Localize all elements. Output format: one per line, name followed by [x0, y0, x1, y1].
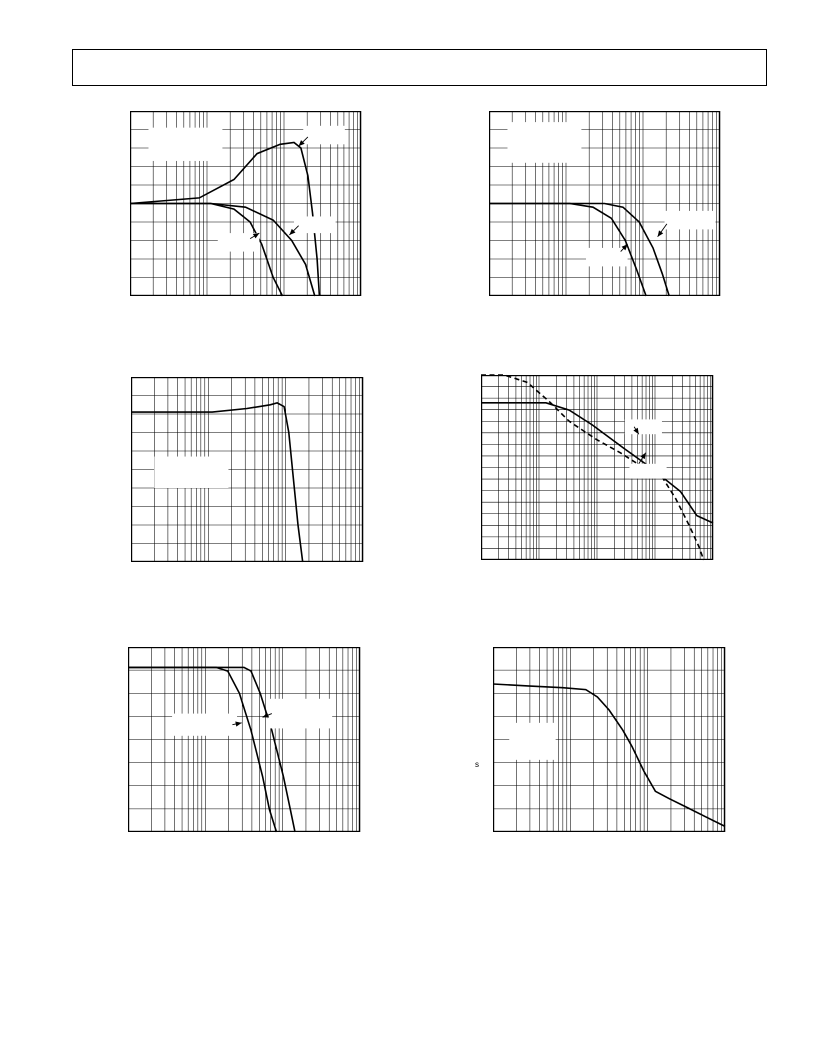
series-line-2	[128, 667, 295, 832]
callout-box	[148, 128, 222, 161]
callout-1	[148, 128, 222, 161]
callout-3	[586, 244, 628, 266]
callout-1	[625, 419, 662, 434]
chart-2	[489, 111, 720, 296]
callout-box	[509, 723, 555, 760]
callout-box	[218, 233, 260, 252]
callout-1	[507, 122, 581, 163]
page-header-box	[72, 49, 767, 86]
callout-box	[507, 122, 581, 163]
series-line-2	[489, 204, 669, 297]
callout-1	[172, 714, 242, 736]
callout-arrowhead	[658, 230, 664, 236]
callout-3	[289, 216, 335, 235]
chart-5	[128, 647, 360, 832]
callout-2	[263, 699, 333, 729]
callout-1	[154, 457, 228, 488]
callout-box	[172, 714, 237, 736]
stray-glyph: s	[475, 760, 479, 769]
callout-arrowhead	[640, 453, 645, 459]
series-line-1	[130, 143, 319, 297]
chart-3	[131, 377, 363, 562]
callout-box	[665, 211, 716, 230]
chart-4	[481, 375, 713, 560]
series-line-1	[128, 667, 277, 832]
callout-box	[154, 457, 228, 488]
callout-box	[625, 419, 662, 434]
series-line-3	[130, 204, 283, 297]
callout-box	[629, 464, 666, 479]
grid	[128, 647, 360, 832]
callout-box	[294, 216, 336, 233]
chart-6	[493, 647, 725, 832]
callout-4	[218, 233, 260, 252]
callout-arrowhead	[235, 721, 241, 726]
series-group	[128, 667, 295, 832]
callout-box	[267, 699, 332, 729]
series-group	[489, 204, 669, 297]
series-group	[130, 143, 319, 297]
callout-box	[303, 126, 345, 145]
chart-1	[130, 111, 361, 296]
callout-2	[299, 126, 345, 146]
callout-1	[509, 723, 555, 760]
